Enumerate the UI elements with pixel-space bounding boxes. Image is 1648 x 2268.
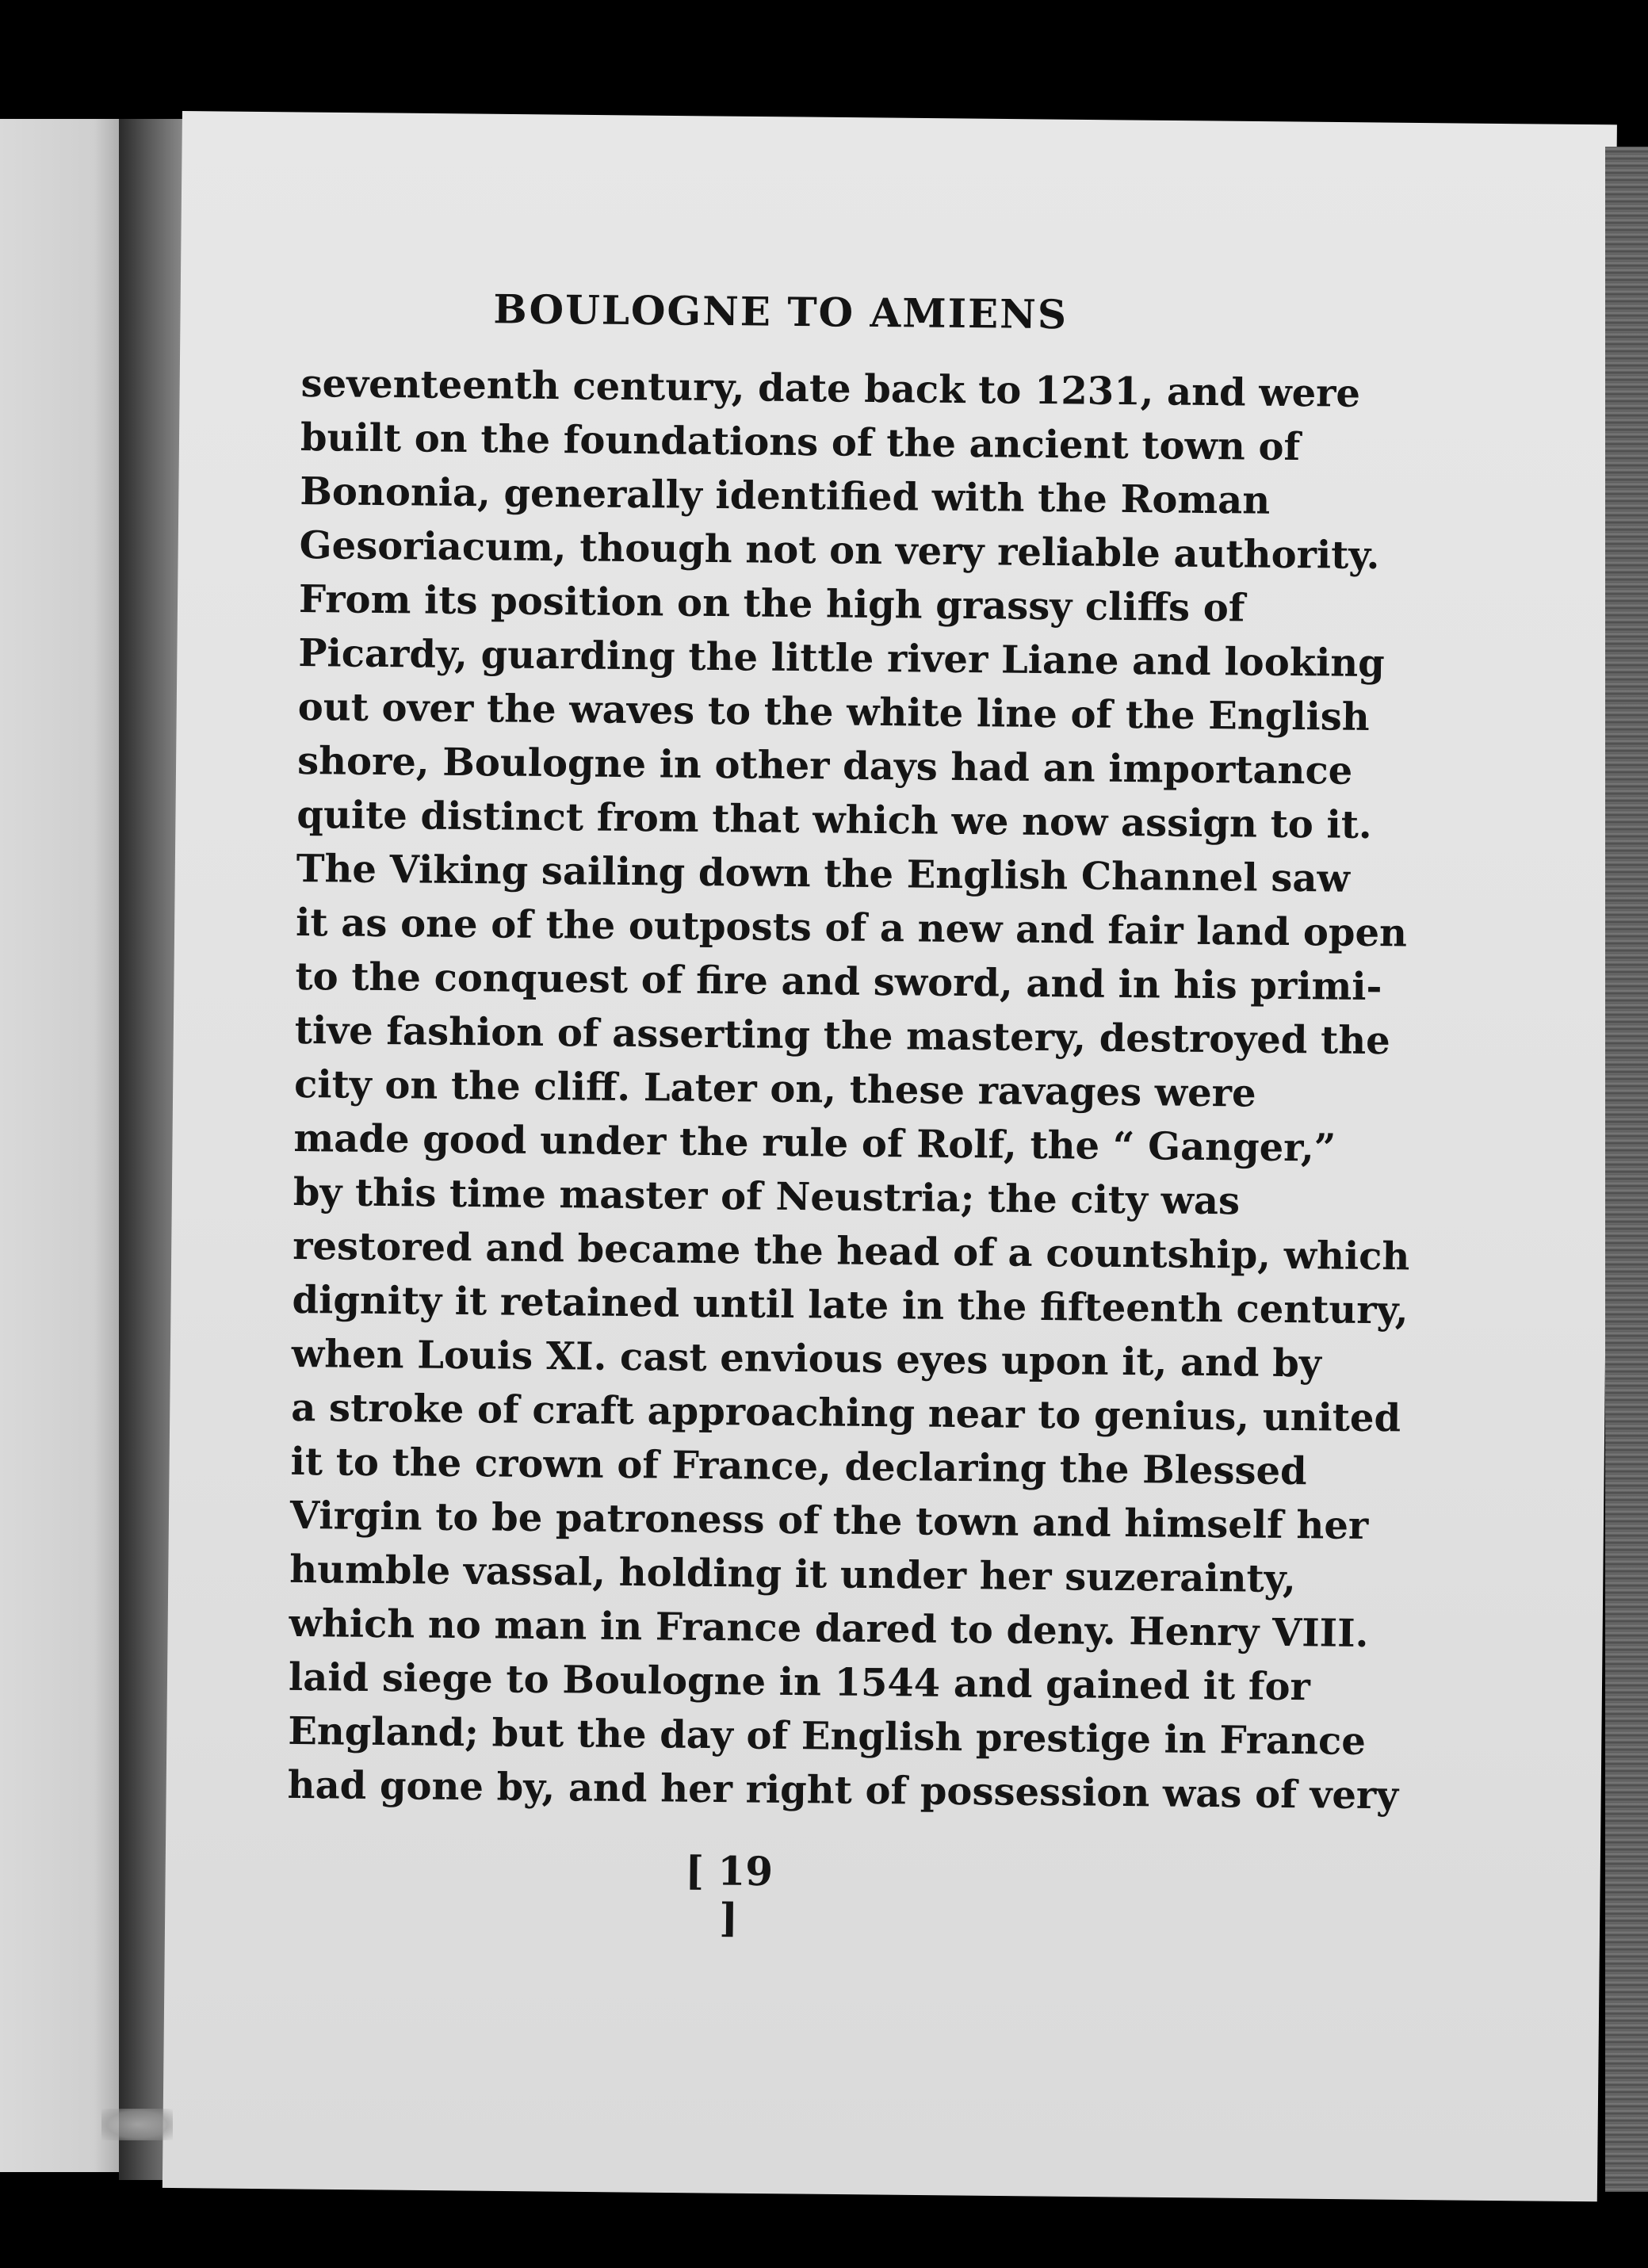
text-line: seventeenth century, date back to 1231, and were bbox=[300, 361, 1361, 416]
text-line: quite distinct from that which we now assign to it. bbox=[296, 792, 1372, 847]
text-line: it as one of the outposts of a new and fair land open bbox=[295, 900, 1408, 956]
text-line: laid siege to Boulogne in 1544 and gained it for bbox=[288, 1654, 1311, 1710]
text-line: by this time master of Neustria; the city was bbox=[293, 1169, 1241, 1224]
text-line: city on the cliff. Later on, these ravages were bbox=[293, 1061, 1256, 1116]
text-line: humble vassal, holding it under her suzerainty, bbox=[289, 1547, 1296, 1602]
text-line: tive fashion of asserting the mastery, destroyed the bbox=[294, 1008, 1390, 1064]
text-line: out over the waves to the white line of the English bbox=[297, 684, 1370, 740]
body-text bbox=[287, 357, 1410, 1821]
text-line: dignity it retained until late in the fifteenth century, bbox=[292, 1277, 1409, 1333]
page-fore-edge bbox=[1605, 147, 1648, 2192]
text-line: had gone by, and her right of possession was of very bbox=[287, 1762, 1399, 1819]
text-line: restored and became the head of a countship, which bbox=[292, 1223, 1410, 1279]
running-head: BOULOGNE TO AMIENS bbox=[493, 285, 1069, 338]
text-line: Virgin to be patroness of the town and himself her bbox=[289, 1493, 1369, 1548]
text-line: shore, Boulogne in other days had an importance bbox=[296, 738, 1353, 794]
text-line: when Louis XI. cast envious eyes upon it, and by bbox=[291, 1331, 1322, 1386]
text-line: Picardy, guarding the little river Liane and looking bbox=[298, 630, 1385, 687]
text-line: Gesoriacum, though not on very reliable authority. bbox=[299, 522, 1380, 579]
text-line: England; but the day of English prestige in France bbox=[288, 1708, 1367, 1764]
text-line: made good under the rule of Rolf, the “ Ganger,” bbox=[293, 1115, 1336, 1171]
text-line: to the conquest of fire and sword, and in his primi- bbox=[295, 954, 1382, 1010]
text-line: built on the foundations of the ancient town of bbox=[300, 415, 1301, 470]
library-stamp-mark bbox=[101, 2109, 173, 2140]
text-line: The Viking sailing down the English Channel saw bbox=[296, 846, 1351, 901]
text-line: which no man in France dared to deny. Henry VIII. bbox=[289, 1601, 1369, 1656]
text-line: From its position on the high grassy cliffs of bbox=[298, 576, 1245, 631]
text-line: a stroke of craft approaching near to genius, united bbox=[291, 1385, 1401, 1441]
page-number: [ 19 ] bbox=[685, 1847, 774, 1941]
text-line: it to the crown of France, declaring the Blessed bbox=[290, 1439, 1307, 1494]
facing-page-edge bbox=[0, 119, 135, 2172]
text-line: Bononia, generally identified with the Roman bbox=[300, 469, 1271, 523]
